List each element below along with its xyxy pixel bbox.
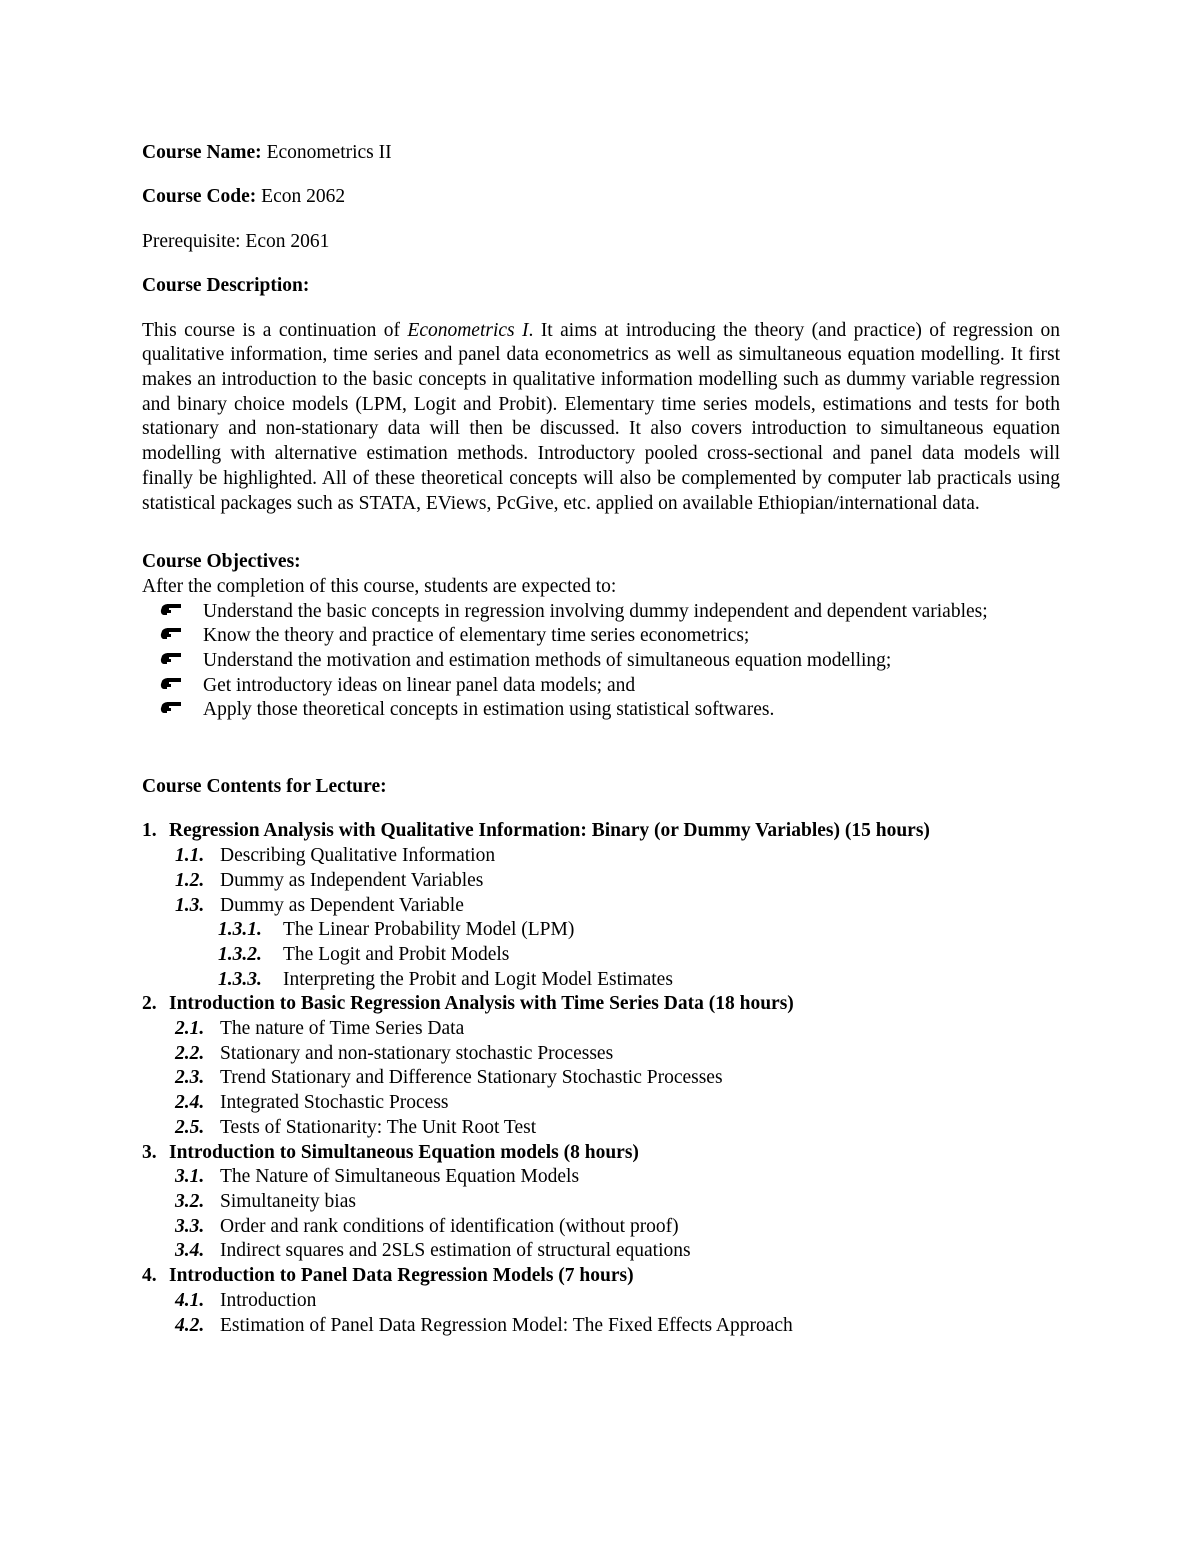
pointing-hand-icon — [160, 650, 182, 668]
section-item: 1.1. Describing Qualitative Information — [175, 845, 496, 867]
section-4-heading: 4. Introduction to Panel Data Regression Models (7 hours) — [142, 1265, 634, 1287]
section-item: 2.2. Stationary and non-stationary stochastic Processes — [175, 1042, 614, 1064]
list-item: Understand the motivation and estimation methods of simultaneous equation modelling; — [142, 649, 1060, 674]
section-item: 3.3. Order and rank conditions of identification (without proof) — [175, 1215, 679, 1237]
course-name-label: Course Name: — [142, 142, 262, 163]
section-item: 3.4. Indirect squares and 2SLS estimation of structural equations — [175, 1240, 691, 1262]
list-item: Apply those theoretical concepts in estimation using statistical softwares. — [142, 698, 1060, 723]
course-code-line — [142, 185, 1060, 210]
list-item: Get introductory ideas on linear panel data models; and — [142, 674, 1060, 699]
section-1-heading: 1. Regression Analysis with Qualitative Information: Binary (or Dummy Variables) (15 hours) — [142, 820, 930, 842]
pointing-hand-icon — [160, 601, 182, 619]
list-item: Understand the basic concepts in regression involving dummy independent and dependent variables; — [142, 600, 1060, 625]
pointing-hand-icon — [160, 625, 182, 643]
subsection-item: 1.3.3. Interpreting the Probit and Logit Model Estimates — [218, 968, 673, 990]
section-2-heading: 2. Introduction to Basic Regression Analysis with Time Series Data (18 hours) — [142, 993, 794, 1015]
section-item: 3.2. Simultaneity bias — [175, 1190, 356, 1212]
section-item: 3.1. The Nature of Simultaneous Equation Models — [175, 1166, 580, 1188]
course-name-value: Econometrics II — [261, 142, 392, 163]
course-code-value: Econ 2062 — [256, 186, 346, 208]
course-description-text: This course is a continuation of Econometrics I. It aims at introducing the theory (and practice) of regression on qualitative information, time series and panel data econometrics as well as simultaneous equation modelling. It first makes an introduction to the basic concepts in qualitative information modelling such as dummy variable regression and binary choice models (LPM, Logit and Probit). Elementary time series models, estimations and tests for both stationary and non-stationary data will then be discussed. It also covers introduction to simultaneous equation modelling with alternative estimation methods. Introductory pooled cross-sectional and panel data models will finally be highlighted. All of these theoretical concepts will also be complemented by computer lab practicals using statistical packages such as STATA, EViews, PcGive, etc. applied on available Ethiopian/international data. — [142, 319, 1060, 514]
section-item: 2.5. Tests of Stationarity: The Unit Root Test — [175, 1116, 537, 1138]
course-name-line — [142, 141, 1060, 166]
section-item: 1.3. Dummy as Dependent Variable — [175, 894, 464, 916]
list-item: Know the theory and practice of elementary time series econometrics; — [142, 624, 1060, 649]
pointing-hand-icon — [160, 699, 182, 717]
prerequisite-line: Prerequisite: Econ 2061 — [142, 230, 330, 252]
course-contents-heading: Course Contents for Lecture: — [142, 776, 387, 798]
objectives-intro: After the completion of this course, students are expected to: — [142, 575, 617, 597]
course-description-heading: Course Description: — [142, 274, 310, 296]
subsection-item: 1.3.2. The Logit and Probit Models — [218, 943, 510, 965]
course-code-label: Course Code: — [142, 186, 257, 208]
section-item: 2.1. The nature of Time Series Data — [175, 1018, 465, 1040]
section-item: 2.3. Trend Stationary and Difference Stationary Stochastic Processes — [175, 1067, 723, 1089]
section-item: 2.4. Integrated Stochastic Process — [175, 1092, 449, 1114]
section-3-heading: 3. Introduction to Simultaneous Equation models (8 hours) — [142, 1141, 639, 1163]
pointing-hand-icon — [160, 675, 182, 693]
econometrics-i-italic: Econometrics I — [407, 319, 529, 341]
objectives-list — [142, 600, 1060, 724]
section-item: 4.2. Estimation of Panel Data Regression Model: The Fixed Effects Approach — [175, 1314, 793, 1336]
subsection-item: 1.3.1. The Linear Probability Model (LPM) — [218, 919, 575, 941]
section-item: 1.2. Dummy as Independent Variables — [175, 869, 484, 891]
section-item: 4.1. Introduction — [175, 1289, 317, 1311]
course-objectives-heading: Course Objectives: — [142, 551, 301, 573]
document-page — [142, 141, 1060, 1338]
